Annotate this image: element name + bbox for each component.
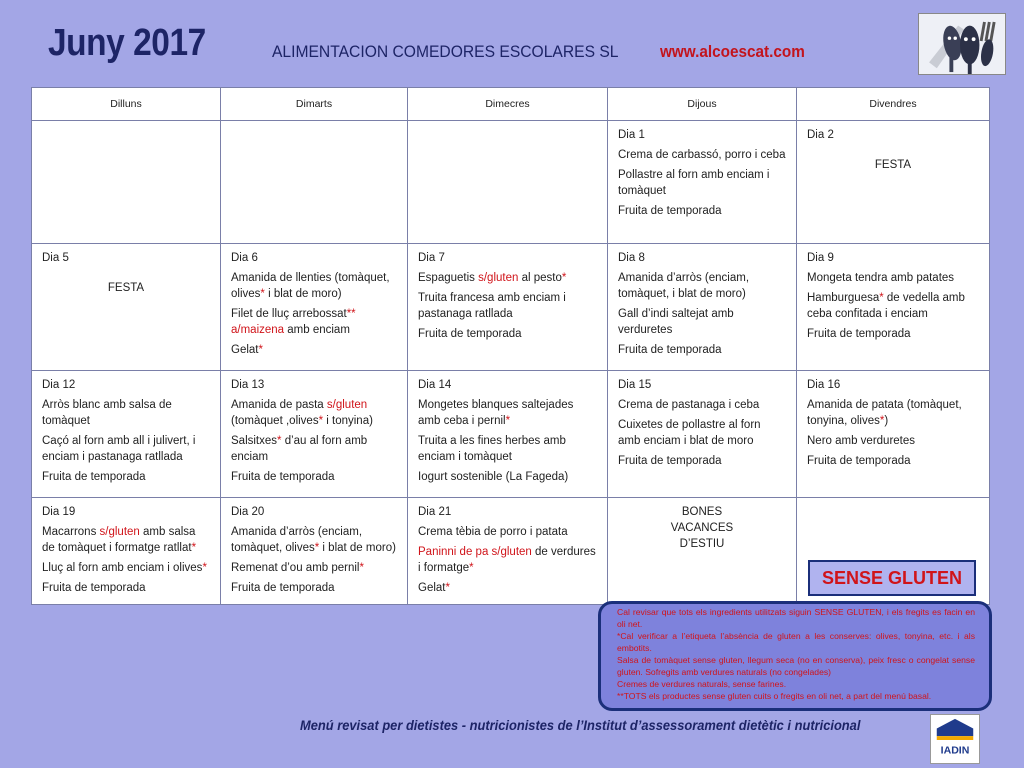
menu-table: [31, 87, 990, 605]
dish-line: [231, 433, 397, 465]
menu-day-cell: [797, 371, 990, 498]
dish-text: Pollastre al forn amb enciam i tomàquet: [618, 169, 770, 197]
dish-line: [231, 306, 397, 338]
dish-line: [418, 290, 597, 322]
dish-text: amb salsa de tomàquet i formatge ratllat: [42, 526, 196, 554]
menu-day-cell: [32, 244, 221, 371]
dish-text: de vedella amb ceba confitada i enciam: [807, 292, 965, 320]
dish-text: Fruita de temporada: [807, 455, 911, 467]
menu-day-cell: [608, 121, 797, 244]
menu-day-cell: [608, 498, 797, 605]
weekday-header-row: [32, 88, 990, 121]
menu-day-cell: [408, 244, 608, 371]
dish-text: Crema tèbia de porro i patata: [418, 526, 568, 538]
vacation-text: VACANCES: [670, 522, 734, 534]
gluten-marker: *: [505, 415, 511, 427]
dish-line: [418, 524, 597, 540]
gluten-marker: s/gluten: [99, 526, 140, 538]
gluten-free-label: SENSE GLUTEN: [808, 560, 976, 596]
dish-text: Gelat: [231, 344, 259, 356]
website-link[interactable]: www.alcoescat.com: [660, 42, 805, 61]
dish-line: [618, 397, 786, 413]
dish-text: Salsitxes: [231, 435, 278, 447]
weekday-header: Dijous: [608, 88, 797, 121]
dish-line: [618, 342, 786, 358]
dish-text: i tonyina): [323, 415, 373, 427]
dish-text: d’au al forn amb enciam: [231, 435, 368, 463]
gluten-marker: s/gluten: [478, 272, 519, 284]
dish-text: Mongeta tendra amb patates: [807, 272, 955, 284]
dish-line: [231, 469, 397, 485]
menu-week-row: [32, 121, 990, 244]
dish-text: Truita francesa amb enciam i pastanaga ratllada: [418, 292, 566, 320]
dish-line: [418, 544, 597, 576]
dish-text: i blat de moro): [264, 288, 342, 300]
dish-line: [618, 203, 786, 219]
gluten-note: Cremes de verdures naturals, sense farines.: [617, 679, 787, 689]
dish-text: Amanida de patata (tomàquet, tonyina, olives: [807, 399, 962, 427]
dish-line: [807, 453, 979, 469]
gluten-marker: *: [561, 272, 567, 284]
dish-line: [807, 397, 979, 429]
dish-line: [618, 167, 786, 199]
gluten-marker: *: [879, 292, 884, 304]
day-number: Dia 2: [807, 129, 834, 141]
gluten-marker: *: [318, 415, 324, 427]
menu-day-cell: [32, 498, 221, 605]
menu-day-cell: [408, 121, 608, 244]
menu-day-cell: [608, 244, 797, 371]
gluten-marker: *: [258, 344, 263, 356]
gluten-note: Salsa de tomàquet sense gluten, llegum seca (no en conserva), peix fresc o congelat sense gluten. Sofregits amb verdures naturals (no congelades): [617, 655, 975, 677]
day-number: Dia 14: [418, 379, 452, 391]
dish-line: [418, 326, 597, 342]
dish-text: Gall d’indi saltejat amb verduretes: [618, 308, 734, 336]
day-number: Dia 7: [418, 252, 445, 264]
dish-text: Gelat: [418, 582, 446, 594]
dish-line: [807, 433, 979, 449]
dish-line: [618, 417, 786, 449]
dish-line: [42, 580, 210, 596]
dish-line: [231, 524, 397, 556]
menu-week-row: [32, 371, 990, 498]
dish-line: [42, 560, 210, 576]
dish-text: Arròs blanc amb salsa de tomàquet: [42, 399, 172, 427]
dish-text: Amanida d’arròs (enciam, tomàquet, olives: [231, 526, 363, 554]
gluten-free-notes: [598, 601, 992, 711]
dish-text: Truita a les fines herbes amb enciam i tomàquet: [418, 435, 566, 463]
dish-text: Amanida de pasta: [231, 399, 327, 411]
menu-day-cell: [221, 244, 408, 371]
dish-line: [807, 326, 979, 342]
gluten-marker: ** a/maizena: [231, 308, 356, 336]
day-number: Dia 15: [618, 379, 652, 391]
dish-text: Fruita de temporada: [618, 455, 722, 467]
dish-line: [618, 453, 786, 469]
cutlery-logo-icon: [918, 13, 1006, 75]
menu-day-cell: [408, 371, 608, 498]
page-title: Juny 2017: [48, 22, 206, 64]
gluten-note: *Cal verificar a l’etiqueta l’absència de gluten a les conserves: olives, tonyina, etc. i als embotits.: [617, 631, 975, 653]
dish-text: Macarrons: [42, 526, 100, 538]
menu-day-cell: [608, 371, 797, 498]
gluten-marker: Paninni de pa s/gluten: [418, 546, 532, 558]
dish-line: [231, 397, 397, 429]
day-number: Dia 5: [42, 252, 69, 264]
gluten-marker: *: [359, 562, 364, 574]
dish-text: Espaguetis: [418, 272, 479, 284]
menu-day-cell: [221, 498, 408, 605]
day-number: Dia 9: [807, 252, 834, 264]
gluten-marker: *: [314, 542, 320, 554]
day-number: Dia 6: [231, 252, 258, 264]
dish-text: Crema de carbassó, porro i ceba: [618, 149, 786, 161]
dish-line: [618, 147, 786, 163]
dish-text: Cuixetes de pollastre al forn amb enciam i blat de moro: [618, 419, 761, 447]
day-number: Dia 1: [618, 129, 645, 141]
weekday-header: Dilluns: [32, 88, 221, 121]
dish-text: Remenat d’ou amb pernil: [231, 562, 360, 574]
dish-text: Amanida de llenties (tomàquet, olives: [231, 272, 390, 300]
dish-line: [418, 433, 597, 465]
dish-line: [42, 524, 210, 556]
dish-line: [231, 580, 397, 596]
dish-line: [418, 270, 597, 286]
gluten-marker: *: [260, 288, 265, 300]
day-number: Dia 19: [42, 506, 76, 518]
vacation-text: BONES: [681, 506, 723, 518]
gluten-marker: *: [469, 562, 474, 574]
holiday-label: FESTA: [107, 282, 145, 294]
dish-line: [418, 469, 597, 485]
iadin-logo-icon: [930, 714, 980, 764]
gluten-marker: *: [277, 435, 282, 447]
weekday-header: Divendres: [797, 88, 990, 121]
dish-line: [618, 306, 786, 338]
dish-text: ): [884, 415, 889, 427]
dish-text: (tomàquet ,olives: [231, 415, 319, 427]
dish-text: Fruita de temporada: [231, 582, 335, 594]
day-number: Dia 20: [231, 506, 265, 518]
dish-text: Fruita de temporada: [42, 582, 146, 594]
dish-text: Lluç al forn amb enciam i olives: [42, 562, 203, 574]
gluten-marker: s/gluten: [326, 399, 368, 411]
gluten-marker: *: [445, 582, 450, 594]
weekday-header: Dimarts: [221, 88, 408, 121]
company-name: ALIMENTACION COMEDORES ESCOLARES SL: [272, 42, 619, 61]
dish-text: Caçó al forn amb all i julivert, i enciam i pastanaga ratllada: [42, 435, 196, 463]
dish-text: al pesto: [518, 272, 562, 284]
dish-text: i blat de moro): [319, 542, 396, 554]
gluten-note: **TOTS els productes sense gluten cuits o fregits en oli net, a part del menú basal.: [617, 691, 932, 701]
gluten-note: Cal revisar que tots els ingredients utilitzats siguin SENSE GLUTEN, i els fregits es facin en oli net.: [617, 607, 975, 629]
day-number: Dia 21: [418, 506, 452, 518]
menu-week-row: [32, 244, 990, 371]
dish-text: Mongetes blanques saltejades amb ceba i pernil: [418, 399, 574, 427]
dish-text: Iogurt sostenible (La Fageda): [418, 471, 569, 483]
menu-day-cell: [221, 371, 408, 498]
menu-day-cell: [797, 121, 990, 244]
menu-day-cell: [797, 244, 990, 371]
menu-day-cell: [32, 371, 221, 498]
dish-text: Amanida d’arròs (enciam, tomàquet, i blat de moro): [618, 272, 750, 300]
dish-line: [42, 469, 210, 485]
dish-line: [418, 397, 597, 429]
dish-line: [807, 270, 979, 286]
dish-line: [807, 290, 979, 322]
dish-text: de verdures i formatge: [418, 546, 596, 574]
dish-text: Fruita de temporada: [807, 328, 911, 340]
day-number: Dia 8: [618, 252, 645, 264]
dish-line: [42, 433, 210, 465]
dish-text: Fruita de temporada: [418, 328, 522, 340]
iadin-logo-text: IADIN: [940, 744, 970, 757]
dish-text: Fruita de temporada: [618, 205, 722, 217]
dish-line: [231, 270, 397, 302]
dish-line: [231, 342, 397, 358]
dish-text: Nero amb verduretes: [807, 435, 916, 447]
dish-text: amb enciam: [284, 324, 350, 336]
dish-line: [231, 560, 397, 576]
dish-line: [418, 580, 597, 596]
dish-text: Filet de lluç arrebossat: [231, 308, 347, 320]
holiday-label: FESTA: [874, 159, 912, 171]
gluten-marker: *: [191, 542, 197, 554]
menu-day-cell: [408, 498, 608, 605]
weekday-header: Dimecres: [408, 88, 608, 121]
dish-text: Fruita de temporada: [42, 471, 146, 483]
dish-text: Crema de pastanaga i ceba: [618, 399, 760, 411]
dish-text: Fruita de temporada: [618, 344, 722, 356]
dish-text: Hamburguesa: [807, 292, 880, 304]
day-number: Dia 13: [231, 379, 265, 391]
menu-day-cell: [32, 121, 221, 244]
dish-line: [618, 270, 786, 302]
day-number: Dia 12: [42, 379, 76, 391]
day-number: Dia 16: [807, 379, 841, 391]
footer-note: Menú revisat per dietistes - nutricionistes de l’Institut d’assessorament dietètic i nutricional: [300, 717, 861, 733]
vacation-text: D’ESTIU: [679, 538, 725, 550]
menu-day-cell: [221, 121, 408, 244]
dish-line: [42, 397, 210, 429]
dish-text: Fruita de temporada: [231, 471, 335, 483]
gluten-marker: *: [202, 562, 207, 574]
gluten-marker: *: [879, 415, 885, 427]
